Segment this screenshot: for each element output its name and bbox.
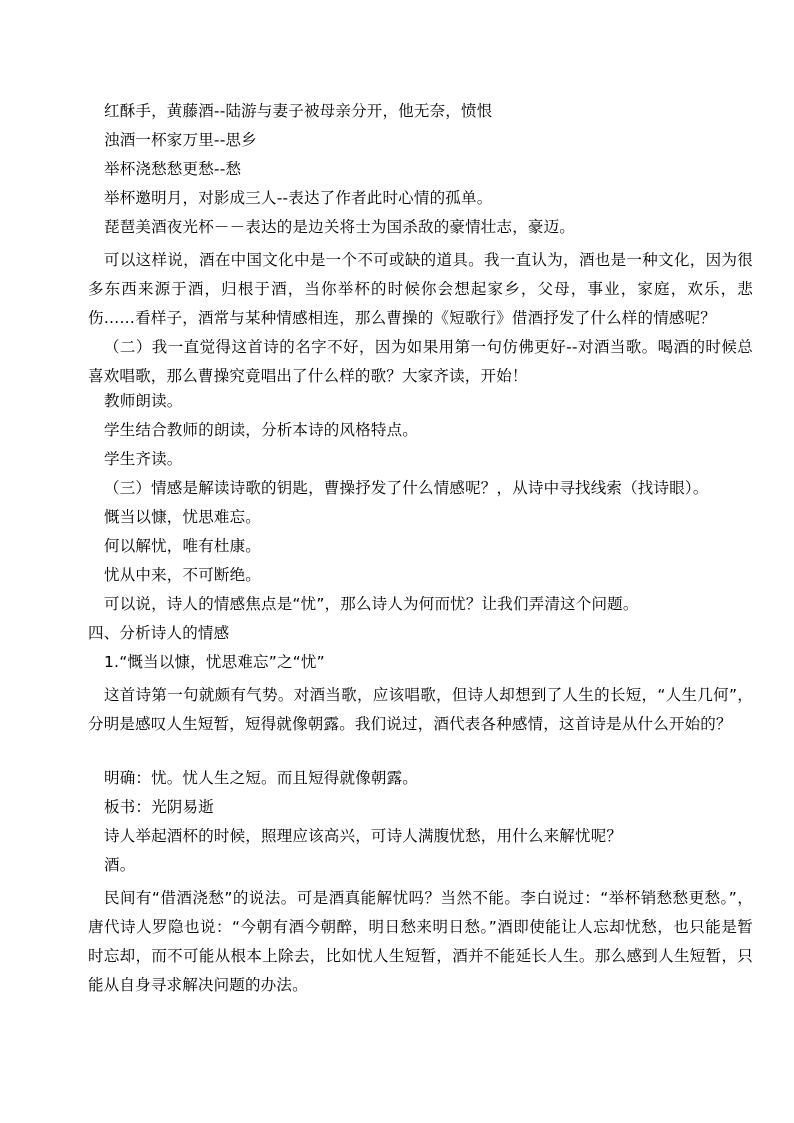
- text-line-raise-cup: 诗人举起酒杯的时候，照理应该高兴，可诗人满腹忧愁，用什么来解忧呢？: [104, 827, 623, 845]
- poem-line-2: 何以解忧，唯有杜康。: [104, 537, 262, 555]
- text-line-3: 举杯浇愁愁更愁--愁: [104, 160, 242, 178]
- text-line-section-three: （三）情感是解读诗歌的钥匙，曹操抒发了什么情感呢？，从诗中寻找线索（找诗眼）。: [104, 479, 709, 497]
- paragraph-folk-saying: 民间有“借酒浇愁”的说法。可是酒真能解忧吗？当然不能。李白说过：“举杯销愁愁更愁。”，唐代诗人罗隐也说：“今朝有酒今朝醉，明日愁来明日愁。”酒即使能让人忘却忧愁，也只能是暂时忘却，而不可能从根本上除去，比如忧人生短暂，酒并不能延长人生。那么感到人生短暂，只能从自身寻求解决问题的办法。: [88, 889, 753, 994]
- poem-line-1: 慨当以慷，忧思难忘。: [104, 508, 262, 526]
- text-line-2: 浊酒一杯家万里--思乡: [104, 131, 257, 149]
- text-line-wine: 酒。: [104, 856, 136, 874]
- section-heading-four: 四、分析诗人的情感: [88, 624, 230, 642]
- text-line-1: 红酥手，黄藤酒--陆游与妻子被母亲分开，他无奈，愤恨: [104, 102, 493, 120]
- paragraph-section-two: （二）我一直觉得这首诗的名字不好，因为如果用第一句仿佛更好--对酒当歌。喝酒的时候总喜欢唱歌，那么曹操究竟唱出了什么样的歌？大家齐读，开始！: [88, 338, 753, 385]
- paragraph-first-line-momentum: 这首诗第一句就颇有气势。对酒当歌，应该唱歌，但诗人却想到了人生的长短，“人生几何”，分明是感叹人生短暂，短得就像朝露。我们说过，酒代表各种感情，这首诗是从什么开始的？: [88, 686, 753, 733]
- paragraph-wine-culture: 可以这样说，酒在中国文化中是一个不可或缺的道具。我一直认为，酒也是一种文化，因为很多东西来源于酒，归根于酒，当你举杯的时候你会想起家乡，父母，事业，家庭，欢乐，悲伤……看样子，酒常与某种情感相连，那么曹操的《短歌行》借酒抒发了什么样的情感呢？: [88, 251, 753, 327]
- text-line-4: 举杯邀明月，对影成三人--表达了作者此时心情的孤单。: [104, 189, 493, 207]
- text-line-student-analyze: 学生结合教师的朗读，分析本诗的风格特点。: [104, 421, 419, 439]
- text-line-5: 琵琶美酒夜光杯－－表达的是边关将士为国杀敌的豪情壮志，豪迈。: [104, 218, 576, 236]
- text-line-students-read: 学生齐读。: [104, 450, 183, 468]
- poem-line-3: 忧从中来，不可断绝。: [104, 566, 262, 584]
- text-line-board-note: 板书：光阴易逝: [104, 798, 214, 816]
- subheading-one: 1.“慨当以慷，忧思难忘”之“忧”: [104, 653, 325, 671]
- text-line-emotion-focus: 可以说，诗人的情感焦点是“忧”，那么诗人为何而忧？让我们弄清这个问题。: [104, 595, 639, 613]
- text-line-clarify: 明确：忧。忧人生之短。而且短得就像朝露。: [104, 769, 419, 787]
- text-line-teacher-read: 教师朗读。: [104, 392, 183, 410]
